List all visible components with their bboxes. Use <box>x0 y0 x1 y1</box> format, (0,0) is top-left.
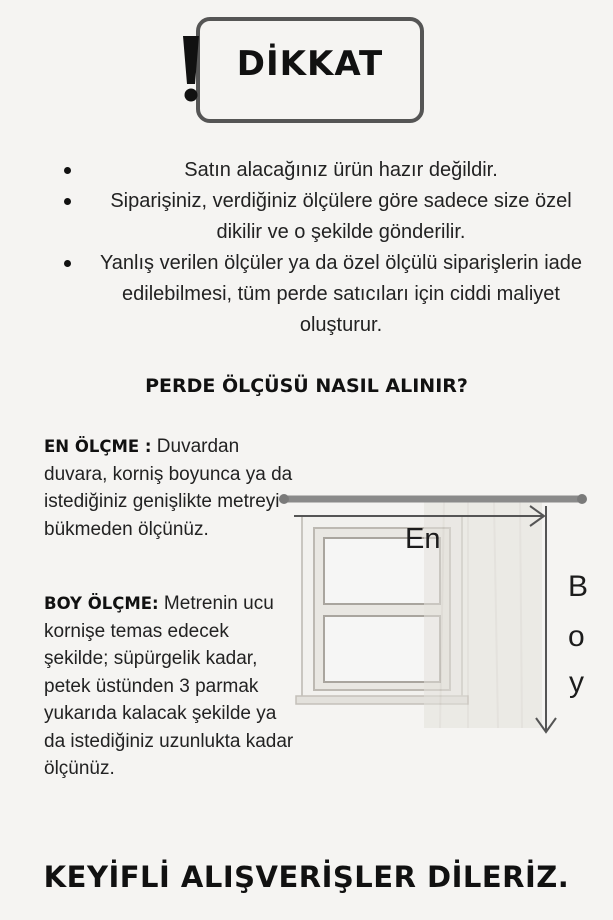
curtain <box>424 502 542 728</box>
list-item: Yanlış verilen ölçüler ya da özel ölçülü siparişlerin iade edilebilmesi, tüm perde satıcıları için ciddi maliyet oluşturur. <box>56 248 586 341</box>
width-label: EN ÖLÇME : <box>44 437 152 456</box>
width-label-text: En <box>405 523 441 555</box>
height-letter-y: y <box>569 666 584 699</box>
height-text: Metrenin ucu kornişe temas edecek şekilde; süpürgelik kadar, petek üstünden 3 parmak yukarıda kalacak şekilde ya da istediğiniz uzunlukta kadar ölçünüz. <box>44 593 294 779</box>
rod-end-left <box>279 494 289 504</box>
height-letter-o: o <box>568 620 585 653</box>
window-pane-bottom <box>324 616 440 682</box>
width-text: Duvardan duvara, korniş boyunca ya da istediğiniz genişlikte metreyi bükmeden ölçünüz. <box>44 436 293 540</box>
height-label: BOY ÖLÇME: <box>44 594 159 613</box>
curtain-diagram <box>272 482 602 742</box>
warning-title: DİKKAT <box>236 44 384 84</box>
section-title: PERDE ÖLÇÜSÜ NASIL ALINIR? <box>145 375 468 397</box>
rod-end-right <box>577 494 587 504</box>
list-item: Siparişiniz, verdiğiniz ölçülere göre sadece size özel dikilir ve o şekilde gönderilir. <box>56 186 586 248</box>
list-item: Satın alacağınız ürün hazır değildir. <box>56 155 586 186</box>
width-instructions <box>44 433 294 543</box>
height-instructions <box>44 590 294 783</box>
footer-message: KEYİFLİ ALIŞVERİŞLER DİLERİZ. <box>43 860 570 894</box>
height-letter-b: B <box>568 570 589 603</box>
notice-list <box>56 155 586 341</box>
